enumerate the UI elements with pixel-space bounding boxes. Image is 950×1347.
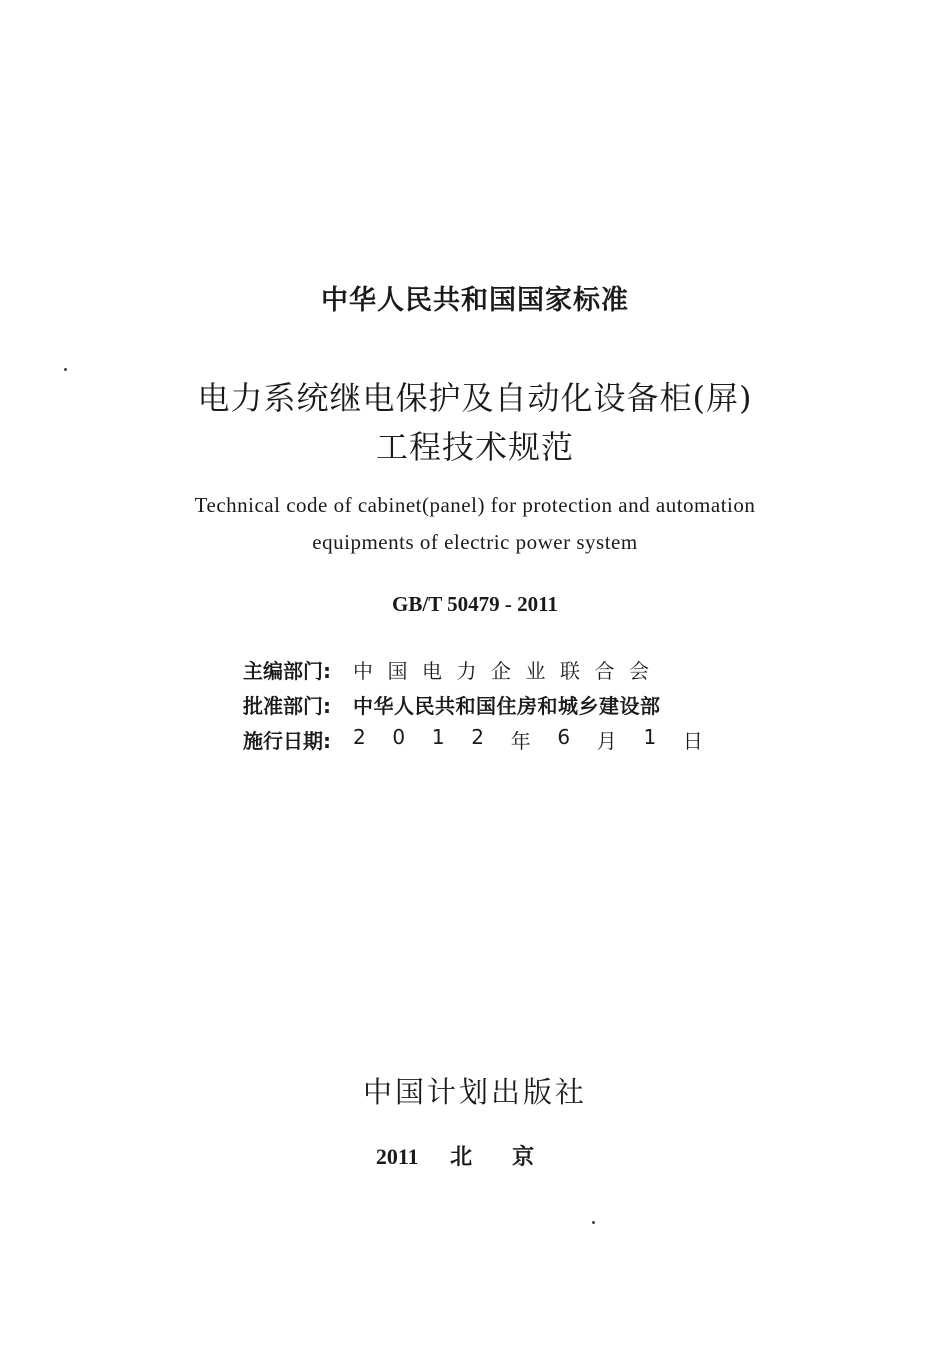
- national-standard-heading: 中华人民共和国国家标准: [321, 285, 629, 316]
- date-digit: 0: [392, 725, 406, 749]
- chinese-title-line-1: 电力系统继电保护及自动化设备柜(屏): [197, 379, 753, 417]
- approver-row: [243, 687, 713, 722]
- scan-speck: [592, 1221, 595, 1224]
- date-month-char: 月: [596, 729, 617, 753]
- date-digit: 1: [431, 725, 445, 749]
- chinese-title-line-2: 工程技术规范: [375, 428, 574, 466]
- metadata-block: [243, 652, 713, 757]
- date-day-digit: 1: [643, 725, 657, 749]
- publisher-name: 中国计划出版社: [362, 1075, 587, 1109]
- publication-year-city: [0, 1140, 950, 1171]
- date-month-digit: 6: [557, 725, 571, 749]
- date-day-char: 日: [682, 729, 703, 753]
- effective-date-label: 施行日期:: [243, 729, 331, 753]
- chief-editor-value: 中国电力企业联合会: [353, 659, 664, 683]
- scan-speck: [64, 368, 67, 371]
- approver-label: 批准部门:: [243, 694, 331, 718]
- publication-city: 北京: [450, 1144, 575, 1169]
- publication-year: 2011: [375, 1144, 419, 1169]
- date-digit: 2: [353, 725, 366, 749]
- effective-date-value: [353, 725, 703, 754]
- english-title-line-1: Technical code of cabinet(panel) for protection and automation: [194, 493, 756, 517]
- chief-editor-label: 主编部门:: [243, 659, 331, 683]
- date-digit: 2: [471, 725, 484, 749]
- effective-date-row: [243, 722, 713, 757]
- english-title-line-2: equipments of electric power system: [312, 530, 638, 554]
- date-year-char: 年: [510, 729, 531, 753]
- chief-editor-row: [243, 652, 713, 687]
- standard-code: GB/T 50479 - 2011: [392, 592, 558, 616]
- approver-value: 中华人民共和国住房和城乡建设部: [353, 694, 661, 718]
